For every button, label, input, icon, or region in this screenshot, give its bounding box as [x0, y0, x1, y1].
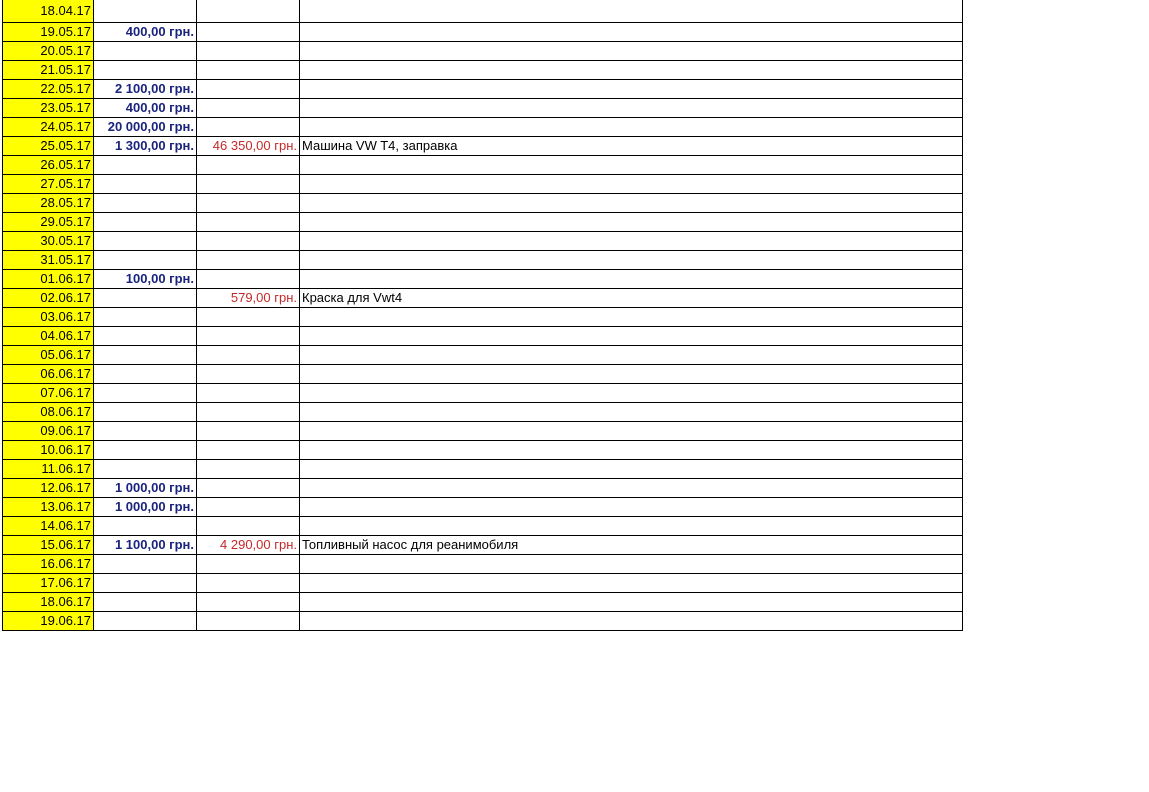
- expense-cell[interactable]: [197, 61, 300, 80]
- note-cell[interactable]: [300, 555, 963, 574]
- expense-cell[interactable]: [197, 0, 300, 23]
- expense-cell[interactable]: [197, 422, 300, 441]
- table-row: [3, 365, 963, 384]
- date-cell[interactable]: 17.06.17: [3, 574, 94, 593]
- income-cell[interactable]: [94, 0, 197, 23]
- expense-cell[interactable]: [197, 42, 300, 61]
- table-row: [3, 346, 963, 365]
- table-row: [3, 23, 963, 42]
- income-cell[interactable]: 400,00 грн.: [94, 99, 197, 118]
- table-row: [3, 213, 963, 232]
- table-row: [3, 403, 963, 422]
- income-cell[interactable]: [94, 42, 197, 61]
- income-cell[interactable]: [94, 574, 197, 593]
- table-row: [3, 118, 963, 137]
- income-cell[interactable]: [94, 308, 197, 327]
- date-cell[interactable]: 08.06.17: [3, 403, 94, 422]
- date-cell[interactable]: 30.05.17: [3, 232, 94, 251]
- date-cell[interactable]: 31.05.17: [3, 251, 94, 270]
- date-cell[interactable]: 27.05.17: [3, 175, 94, 194]
- note-cell[interactable]: [300, 213, 963, 232]
- note-cell[interactable]: [300, 118, 963, 137]
- table-row: [3, 593, 963, 612]
- income-cell[interactable]: 100,00 грн.: [94, 270, 197, 289]
- table-row: [3, 498, 963, 517]
- income-cell[interactable]: [94, 384, 197, 403]
- expense-cell[interactable]: [197, 270, 300, 289]
- expense-cell[interactable]: [197, 593, 300, 612]
- table-row: [3, 612, 963, 631]
- income-cell[interactable]: [94, 327, 197, 346]
- note-cell[interactable]: [300, 384, 963, 403]
- note-cell[interactable]: [300, 403, 963, 422]
- note-cell[interactable]: [300, 80, 963, 99]
- note-cell[interactable]: [300, 422, 963, 441]
- income-cell[interactable]: [94, 251, 197, 270]
- table-row: [3, 0, 963, 23]
- income-cell[interactable]: 20 000,00 грн.: [94, 118, 197, 137]
- note-cell[interactable]: [300, 327, 963, 346]
- date-cell[interactable]: 21.05.17: [3, 61, 94, 80]
- note-cell[interactable]: [300, 156, 963, 175]
- table-row: [3, 99, 963, 118]
- table-row: [3, 536, 963, 555]
- income-cell[interactable]: [94, 232, 197, 251]
- table-row: [3, 270, 963, 289]
- expense-cell[interactable]: [197, 384, 300, 403]
- expense-cell[interactable]: [197, 327, 300, 346]
- spreadsheet-body: [3, 0, 963, 631]
- expense-cell[interactable]: [197, 612, 300, 631]
- note-cell[interactable]: [300, 441, 963, 460]
- table-row: [3, 555, 963, 574]
- note-cell[interactable]: Краска для Vwt4: [300, 289, 963, 308]
- table-row: [3, 308, 963, 327]
- table-row: [3, 175, 963, 194]
- expense-cell[interactable]: [197, 175, 300, 194]
- note-cell[interactable]: [300, 612, 963, 631]
- note-cell[interactable]: [300, 42, 963, 61]
- expense-cell[interactable]: [197, 441, 300, 460]
- income-cell[interactable]: [94, 403, 197, 422]
- income-cell[interactable]: 2 100,00 грн.: [94, 80, 197, 99]
- note-cell[interactable]: [300, 460, 963, 479]
- table-row: [3, 194, 963, 213]
- expense-cell[interactable]: [197, 232, 300, 251]
- date-cell[interactable]: 10.06.17: [3, 441, 94, 460]
- expense-cell[interactable]: [197, 498, 300, 517]
- expense-cell[interactable]: [197, 517, 300, 536]
- expense-cell[interactable]: [197, 99, 300, 118]
- expense-cell[interactable]: [197, 156, 300, 175]
- expense-cell[interactable]: [197, 213, 300, 232]
- date-cell[interactable]: 02.06.17: [3, 289, 94, 308]
- income-cell[interactable]: [94, 460, 197, 479]
- income-cell[interactable]: 1 000,00 грн.: [94, 479, 197, 498]
- table-row: [3, 422, 963, 441]
- note-cell[interactable]: Машина VW T4, заправка: [300, 137, 963, 156]
- date-cell[interactable]: 25.05.17: [3, 137, 94, 156]
- date-cell[interactable]: 26.05.17: [3, 156, 94, 175]
- date-cell[interactable]: 05.06.17: [3, 346, 94, 365]
- note-cell[interactable]: [300, 498, 963, 517]
- note-cell[interactable]: [300, 593, 963, 612]
- date-cell[interactable]: 18.04.17: [3, 0, 94, 23]
- table-row: [3, 460, 963, 479]
- table-row: [3, 574, 963, 593]
- date-cell[interactable]: 24.05.17: [3, 118, 94, 137]
- table-row: [3, 251, 963, 270]
- table-row: [3, 289, 963, 308]
- date-cell[interactable]: 14.06.17: [3, 517, 94, 536]
- expense-cell[interactable]: [197, 365, 300, 384]
- date-cell[interactable]: 15.06.17: [3, 536, 94, 555]
- income-cell[interactable]: 1 300,00 грн.: [94, 137, 197, 156]
- expense-cell[interactable]: [197, 80, 300, 99]
- note-cell[interactable]: [300, 308, 963, 327]
- expense-cell[interactable]: [197, 403, 300, 422]
- note-cell[interactable]: [300, 23, 963, 42]
- table-row: [3, 517, 963, 536]
- spreadsheet-table: [2, 0, 963, 631]
- expense-cell[interactable]: [197, 308, 300, 327]
- date-cell[interactable]: 28.05.17: [3, 194, 94, 213]
- expense-cell[interactable]: [197, 118, 300, 137]
- note-cell[interactable]: [300, 251, 963, 270]
- income-cell[interactable]: [94, 365, 197, 384]
- income-cell[interactable]: [94, 593, 197, 612]
- date-cell[interactable]: 19.05.17: [3, 23, 94, 42]
- income-cell[interactable]: [94, 194, 197, 213]
- date-cell[interactable]: 20.05.17: [3, 42, 94, 61]
- note-cell[interactable]: [300, 61, 963, 80]
- table-row: [3, 384, 963, 403]
- expense-cell[interactable]: 46 350,00 грн.: [197, 137, 300, 156]
- expense-cell[interactable]: [197, 479, 300, 498]
- income-cell[interactable]: [94, 422, 197, 441]
- income-cell[interactable]: [94, 517, 197, 536]
- table-row: [3, 80, 963, 99]
- income-cell[interactable]: [94, 289, 197, 308]
- date-cell[interactable]: 18.06.17: [3, 593, 94, 612]
- income-cell[interactable]: 1 100,00 грн.: [94, 536, 197, 555]
- income-cell[interactable]: 400,00 грн.: [94, 23, 197, 42]
- income-cell[interactable]: [94, 156, 197, 175]
- date-cell[interactable]: 01.06.17: [3, 270, 94, 289]
- note-cell[interactable]: Топливный насос для реанимобиля: [300, 536, 963, 555]
- date-cell[interactable]: 23.05.17: [3, 99, 94, 118]
- table-row: [3, 327, 963, 346]
- date-cell[interactable]: 13.06.17: [3, 498, 94, 517]
- note-cell[interactable]: [300, 194, 963, 213]
- table-row: [3, 42, 963, 61]
- table-row: [3, 156, 963, 175]
- note-cell[interactable]: [300, 346, 963, 365]
- note-cell[interactable]: [300, 365, 963, 384]
- note-cell[interactable]: [300, 270, 963, 289]
- date-cell[interactable]: 29.05.17: [3, 213, 94, 232]
- income-cell[interactable]: [94, 555, 197, 574]
- date-cell[interactable]: 06.06.17: [3, 365, 94, 384]
- date-cell[interactable]: 22.05.17: [3, 80, 94, 99]
- date-cell[interactable]: 09.06.17: [3, 422, 94, 441]
- expense-cell[interactable]: [197, 555, 300, 574]
- note-cell[interactable]: [300, 175, 963, 194]
- note-cell[interactable]: [300, 232, 963, 251]
- income-cell[interactable]: [94, 612, 197, 631]
- date-cell[interactable]: 11.06.17: [3, 460, 94, 479]
- date-cell[interactable]: 19.06.17: [3, 612, 94, 631]
- expense-cell[interactable]: [197, 346, 300, 365]
- note-cell[interactable]: [300, 479, 963, 498]
- note-cell[interactable]: [300, 99, 963, 118]
- date-cell[interactable]: 16.06.17: [3, 555, 94, 574]
- expense-cell[interactable]: [197, 251, 300, 270]
- date-cell[interactable]: 07.06.17: [3, 384, 94, 403]
- note-cell[interactable]: [300, 0, 963, 23]
- date-cell[interactable]: 04.06.17: [3, 327, 94, 346]
- table-row: [3, 61, 963, 80]
- income-cell[interactable]: [94, 175, 197, 194]
- expense-cell[interactable]: [197, 194, 300, 213]
- income-cell[interactable]: [94, 346, 197, 365]
- expense-cell[interactable]: 579,00 грн.: [197, 289, 300, 308]
- table-row: [3, 441, 963, 460]
- income-cell[interactable]: [94, 213, 197, 232]
- date-cell[interactable]: 03.06.17: [3, 308, 94, 327]
- income-cell[interactable]: 1 000,00 грн.: [94, 498, 197, 517]
- date-cell[interactable]: 12.06.17: [3, 479, 94, 498]
- table-row: [3, 232, 963, 251]
- table-row: [3, 479, 963, 498]
- income-cell[interactable]: [94, 441, 197, 460]
- note-cell[interactable]: [300, 517, 963, 536]
- income-cell[interactable]: [94, 61, 197, 80]
- table-row: [3, 137, 963, 156]
- expense-cell[interactable]: [197, 23, 300, 42]
- expense-cell[interactable]: [197, 574, 300, 593]
- expense-cell[interactable]: [197, 460, 300, 479]
- expense-cell[interactable]: 4 290,00 грн.: [197, 536, 300, 555]
- note-cell[interactable]: [300, 574, 963, 593]
